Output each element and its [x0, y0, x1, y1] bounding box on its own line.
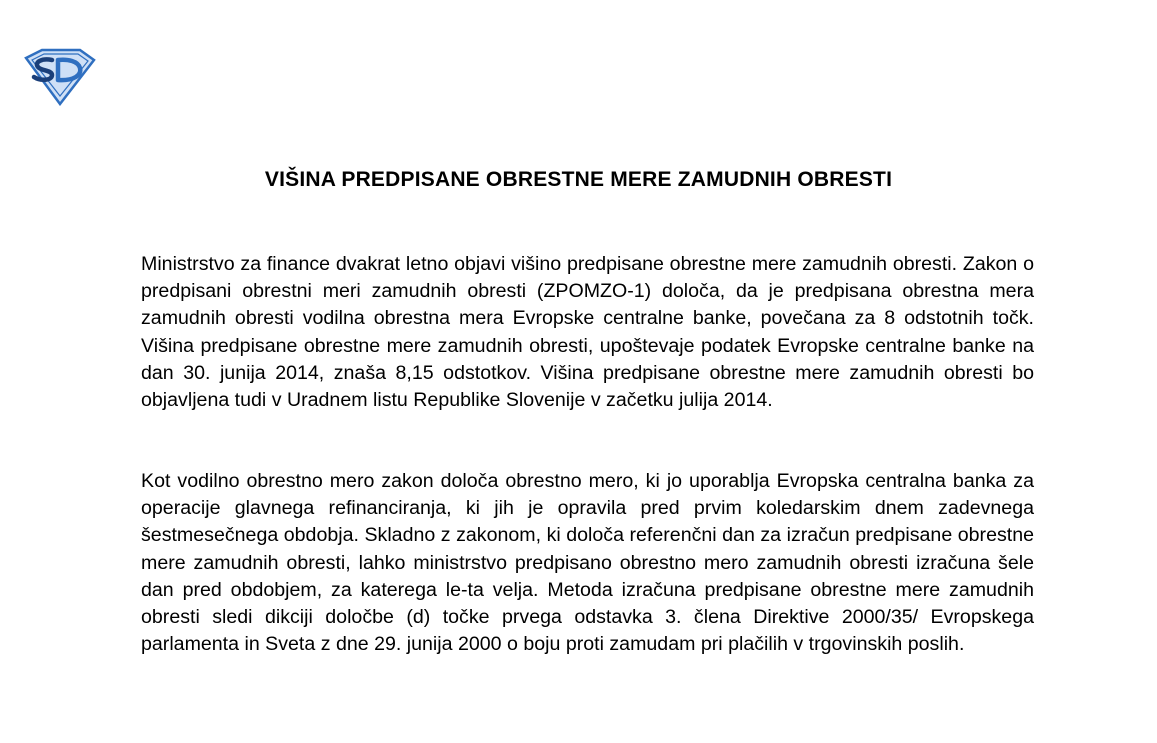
sd-logo: [22, 48, 96, 106]
paragraph-interest-rate-announcement: Ministrstvo za finance dvakrat letno objavi višino predpisane obrestne mere zamudnih obresti. Zakon o predpisani obrestni meri zamudnih obresti (ZPOMZO-1) določa, da je predpisana obrestna mera zamudnih obresti vodilna obrestna mera Evropske centralne banke, povečana za 8 odstotnih točk. Višina predpisane obrestne mere zamudnih obresti, upoštevaje podatek Evropske centralne banke na dan 30. junija 2014, znaša 8,15 odstotkov. Višina predpisane obrestne mere zamudnih obresti bo objavljena tudi v Uradnem listu Republike Slovenije v začetku julija 2014.: [141, 253, 1034, 412]
paragraph-reference-rate-method: Kot vodilno obrestno mero zakon določa obrestno mero, ki jo uporablja Evropska centralna banka za operacije glavnega refinanciranja, ki jih je opravila pred prvim koledarskim dnem zadevnega šestmesečnega obdobja. Skladno z zakonom, ki določa referenčni dan za izračun predpisane obrestne mere zamudnih obresti, lahko ministrstvo predpisano obrestno mero zamudnih obresti izračuna šele dan pred obdobjem, za katerega le-ta velja. Metoda izračuna predpisane obrestne mere zamudnih obresti sledi dikciji določbe (d) točke prvega odstavka 3. člena Direktive 2000/35/ Evropskega parlamenta in Sveta z dne 29. junija 2000 o boju proti zamudam pri plačilih v trgovinskih poslih.: [141, 470, 1034, 656]
document-title: VIŠINA PREDPISANE OBRESTNE MERE ZAMUDNIH OBRESTI: [264, 168, 893, 191]
